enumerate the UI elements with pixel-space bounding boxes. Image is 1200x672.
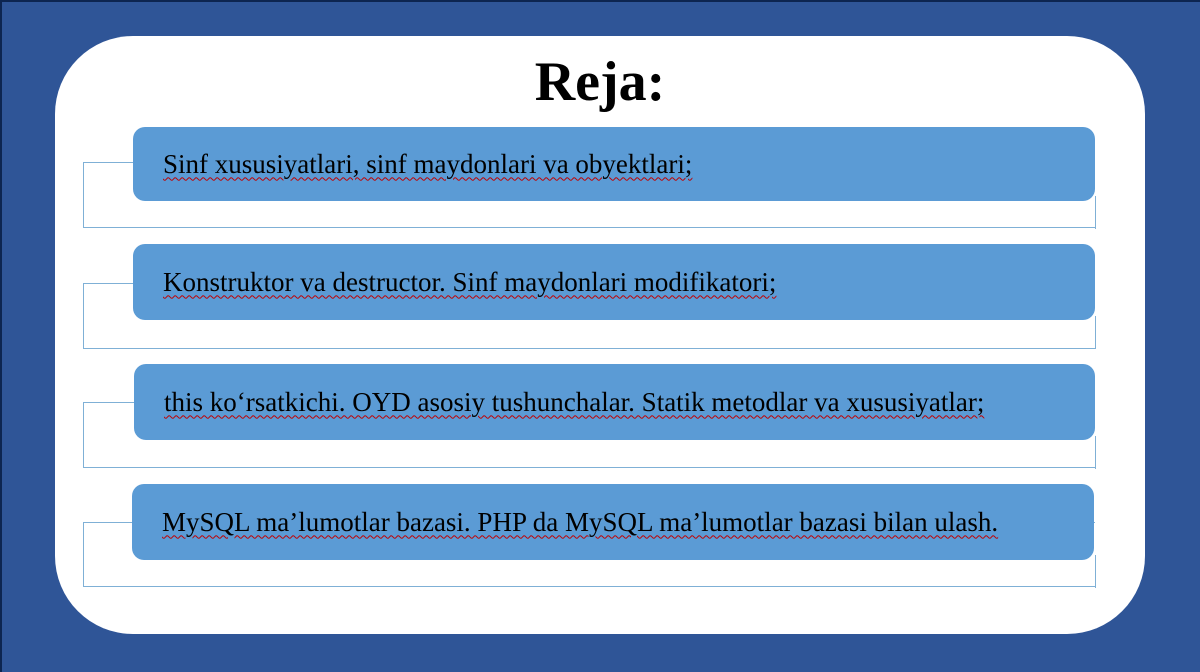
item-connector-right: [1095, 555, 1096, 588]
item-connector-right: [1095, 196, 1096, 229]
plan-item-box: [133, 244, 1095, 320]
plan-item-box: [134, 364, 1095, 440]
plan-item-box: [133, 127, 1095, 201]
slide-top-border: [0, 0, 1200, 2]
slide-title: Reja:: [534, 51, 666, 113]
plan-item-text: MySQL ma’lumotlar bazasi. PHP da MySQL ma’lumotlar bazasi bilan ulash.: [162, 506, 999, 537]
plan-item-text: Sinf xususiyatlari, sinf maydonlari va obyektlari;: [163, 148, 693, 179]
plan-item-text: Konstruktor va destructor. Sinf maydonlari modifikatori;: [163, 266, 777, 297]
item-connector-right: [1095, 436, 1096, 469]
plan-item-text: this ko‘rsatkichi. OYD asosiy tushunchalar. Statik metodlar va xususiyatlar;: [164, 386, 985, 417]
item-connector-right: [1095, 316, 1096, 349]
plan-item-box: [132, 484, 1094, 560]
